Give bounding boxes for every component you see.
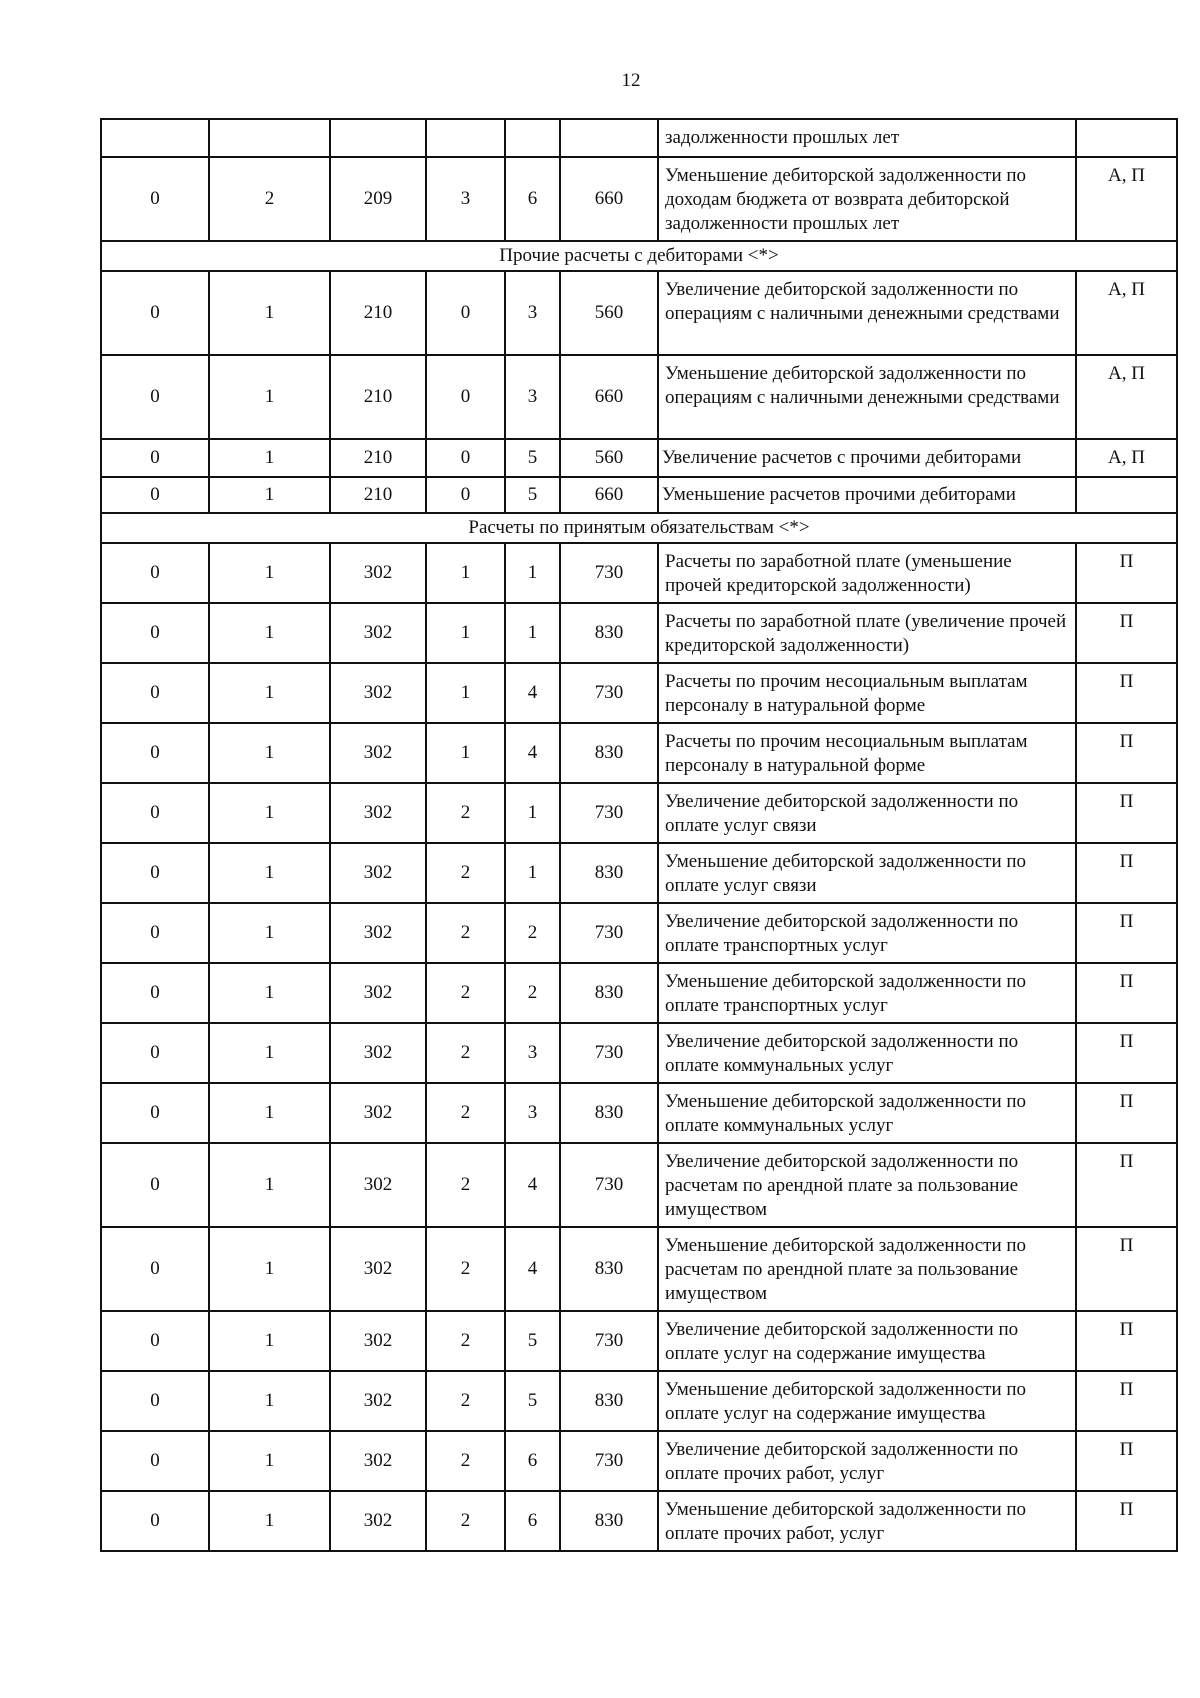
operation-code-cell: 730 (560, 783, 658, 843)
code-cell-1: 0 (101, 355, 209, 439)
section-title: Расчеты по принятым обязательствам <*> (101, 513, 1177, 543)
flag-cell: П (1076, 1227, 1177, 1311)
code-cell-1: 0 (101, 1371, 209, 1431)
code-cell-5: 4 (505, 723, 560, 783)
flag-cell: П (1076, 1023, 1177, 1083)
code-cell-4: 2 (426, 1143, 505, 1227)
code-cell-5: 1 (505, 843, 560, 903)
description-cell: Увеличение дебиторской задолженности по оплате услуг связи (658, 783, 1076, 843)
code-cell-4: 1 (426, 543, 505, 603)
description-cell: Уменьшение расчетов прочими дебиторами (658, 477, 1076, 513)
code-cell-5: 6 (505, 157, 560, 241)
code-cell-1: 0 (101, 1083, 209, 1143)
account-cell (330, 119, 426, 157)
code-cell-1: 0 (101, 603, 209, 663)
operation-code-cell: 560 (560, 271, 658, 355)
account-cell: 302 (330, 903, 426, 963)
table-row (101, 1431, 1177, 1491)
code-cell-5: 4 (505, 1227, 560, 1311)
table-row (101, 119, 1177, 157)
account-cell: 210 (330, 271, 426, 355)
description-cell: задолженности прошлых лет (658, 119, 1076, 157)
operation-code-cell: 830 (560, 1083, 658, 1143)
flag-cell: А, П (1076, 271, 1177, 355)
table-row (101, 1311, 1177, 1371)
page-number: 12 (621, 70, 641, 91)
flag-cell: П (1076, 1371, 1177, 1431)
description-cell: Уменьшение дебиторской задолженности по операциям с наличными денежными средствами (658, 355, 1076, 439)
code-cell-4: 0 (426, 439, 505, 477)
flag-cell: П (1076, 1143, 1177, 1227)
code-cell-1: 0 (101, 1227, 209, 1311)
code-cell-4: 2 (426, 1227, 505, 1311)
table-row (101, 355, 1177, 439)
description-cell: Расчеты по заработной плате (уменьшение прочей кредиторской задолженности) (658, 543, 1076, 603)
operation-code-cell: 730 (560, 903, 658, 963)
table-row (101, 963, 1177, 1023)
operation-code-cell: 830 (560, 1491, 658, 1551)
code-cell-4: 1 (426, 723, 505, 783)
code-cell-1: 0 (101, 1143, 209, 1227)
code-cell-4: 2 (426, 1311, 505, 1371)
account-cell: 302 (330, 543, 426, 603)
code-cell-1: 0 (101, 663, 209, 723)
code-cell-1: 0 (101, 843, 209, 903)
account-cell: 302 (330, 783, 426, 843)
section-header-row (101, 241, 1177, 271)
code-cell-4: 2 (426, 843, 505, 903)
code-cell-2: 1 (209, 1023, 330, 1083)
account-cell: 209 (330, 157, 426, 241)
operation-code-cell (560, 119, 658, 157)
code-cell-2: 1 (209, 843, 330, 903)
code-cell-2: 1 (209, 1083, 330, 1143)
operation-code-cell: 830 (560, 723, 658, 783)
code-cell-1: 0 (101, 903, 209, 963)
operation-code-cell: 830 (560, 843, 658, 903)
code-cell-5: 3 (505, 1023, 560, 1083)
code-cell-2: 1 (209, 963, 330, 1023)
code-cell-1: 0 (101, 1023, 209, 1083)
description-cell: Расчеты по прочим несоциальным выплатам персоналу в натуральной форме (658, 723, 1076, 783)
code-cell-5: 4 (505, 1143, 560, 1227)
code-cell-4: 2 (426, 1371, 505, 1431)
flag-cell: А, П (1076, 355, 1177, 439)
code-cell-2: 1 (209, 543, 330, 603)
code-cell-1: 0 (101, 723, 209, 783)
code-cell-2: 1 (209, 1371, 330, 1431)
code-cell-1: 0 (101, 157, 209, 241)
code-cell-4: 1 (426, 663, 505, 723)
code-cell-2: 1 (209, 783, 330, 843)
description-cell: Расчеты по прочим несоциальным выплатам персоналу в натуральной форме (658, 663, 1076, 723)
table-row (101, 663, 1177, 723)
code-cell-4: 2 (426, 1023, 505, 1083)
account-cell: 302 (330, 843, 426, 903)
flag-cell: П (1076, 1083, 1177, 1143)
code-cell-4 (426, 119, 505, 157)
table-row (101, 783, 1177, 843)
flag-cell: П (1076, 1311, 1177, 1371)
flag-cell: П (1076, 543, 1177, 603)
description-cell: Увеличение дебиторской задолженности по операциям с наличными денежными средствами (658, 271, 1076, 355)
table-row (101, 1227, 1177, 1311)
operation-code-cell: 730 (560, 1431, 658, 1491)
section-header-row (101, 513, 1177, 543)
table-row (101, 1143, 1177, 1227)
account-cell: 302 (330, 1083, 426, 1143)
code-cell-5: 5 (505, 439, 560, 477)
code-cell-4: 2 (426, 1083, 505, 1143)
description-cell: Увеличение дебиторской задолженности по оплате прочих работ, услуг (658, 1431, 1076, 1491)
description-cell: Увеличение дебиторской задолженности по оплате коммунальных услуг (658, 1023, 1076, 1083)
flag-cell (1076, 119, 1177, 157)
flag-cell: А, П (1076, 439, 1177, 477)
table-row (101, 157, 1177, 241)
code-cell-2: 1 (209, 663, 330, 723)
account-cell: 302 (330, 963, 426, 1023)
code-cell-5: 2 (505, 963, 560, 1023)
code-cell-5: 6 (505, 1431, 560, 1491)
flag-cell (1076, 477, 1177, 513)
code-cell-2: 1 (209, 355, 330, 439)
code-cell-5: 2 (505, 903, 560, 963)
description-cell: Уменьшение дебиторской задолженности по расчетам по арендной плате за пользование имуществом (658, 1227, 1076, 1311)
code-cell-2: 1 (209, 1431, 330, 1491)
code-cell-4: 0 (426, 477, 505, 513)
code-cell-1: 0 (101, 1431, 209, 1491)
table-row (101, 477, 1177, 513)
operation-code-cell: 560 (560, 439, 658, 477)
operation-code-cell: 730 (560, 1023, 658, 1083)
code-cell-2 (209, 119, 330, 157)
code-cell-4: 2 (426, 1431, 505, 1491)
description-cell: Увеличение расчетов с прочими дебиторами (658, 439, 1076, 477)
account-cell: 302 (330, 1491, 426, 1551)
code-cell-5: 3 (505, 1083, 560, 1143)
description-cell: Уменьшение дебиторской задолженности по оплате услуг на содержание имущества (658, 1371, 1076, 1431)
code-cell-2: 1 (209, 1491, 330, 1551)
code-cell-2: 1 (209, 271, 330, 355)
account-cell: 302 (330, 1431, 426, 1491)
code-cell-4: 3 (426, 157, 505, 241)
code-cell-2: 2 (209, 157, 330, 241)
code-cell-1: 0 (101, 439, 209, 477)
account-cell: 210 (330, 355, 426, 439)
account-cell: 210 (330, 439, 426, 477)
account-cell: 302 (330, 1023, 426, 1083)
table-row (101, 843, 1177, 903)
description-cell: Уменьшение дебиторской задолженности по оплате услуг связи (658, 843, 1076, 903)
code-cell-4: 2 (426, 1491, 505, 1551)
operation-code-cell: 660 (560, 477, 658, 513)
code-cell-1: 0 (101, 271, 209, 355)
code-cell-2: 1 (209, 723, 330, 783)
table-row (101, 603, 1177, 663)
account-cell: 302 (330, 1227, 426, 1311)
code-cell-5: 5 (505, 1371, 560, 1431)
operation-code-cell: 660 (560, 157, 658, 241)
code-cell-2: 1 (209, 903, 330, 963)
code-cell-2: 1 (209, 603, 330, 663)
description-cell: Уменьшение дебиторской задолженности по оплате коммунальных услуг (658, 1083, 1076, 1143)
account-cell: 210 (330, 477, 426, 513)
section-title: Прочие расчеты с дебиторами <*> (101, 241, 1177, 271)
operation-code-cell: 830 (560, 1227, 658, 1311)
code-cell-4: 1 (426, 603, 505, 663)
operation-code-cell: 830 (560, 603, 658, 663)
code-cell-5: 1 (505, 783, 560, 843)
table-row (101, 1023, 1177, 1083)
table-row (101, 1083, 1177, 1143)
code-cell-1: 0 (101, 1491, 209, 1551)
code-cell-5: 1 (505, 543, 560, 603)
operation-code-cell: 730 (560, 663, 658, 723)
code-cell-1: 0 (101, 1311, 209, 1371)
code-cell-5: 5 (505, 477, 560, 513)
code-cell-2: 1 (209, 439, 330, 477)
code-cell-4: 0 (426, 355, 505, 439)
flag-cell: П (1076, 783, 1177, 843)
table-row (101, 439, 1177, 477)
code-cell-1 (101, 119, 209, 157)
operation-code-cell: 830 (560, 963, 658, 1023)
table-row (101, 1491, 1177, 1551)
flag-cell: А, П (1076, 157, 1177, 241)
code-cell-1: 0 (101, 783, 209, 843)
account-cell: 302 (330, 1371, 426, 1431)
description-cell: Уменьшение дебиторской задолженности по доходам бюджета от возврата дебиторской задолженности прошлых лет (658, 157, 1076, 241)
operation-code-cell: 830 (560, 1371, 658, 1431)
code-cell-4: 2 (426, 783, 505, 843)
code-cell-1: 0 (101, 963, 209, 1023)
table-row (101, 543, 1177, 603)
flag-cell: П (1076, 903, 1177, 963)
code-cell-4: 0 (426, 271, 505, 355)
account-cell: 302 (330, 1311, 426, 1371)
flag-cell: П (1076, 1491, 1177, 1551)
code-cell-5: 5 (505, 1311, 560, 1371)
table-row (101, 271, 1177, 355)
description-cell: Увеличение дебиторской задолженности по расчетам по арендной плате за пользование имуществом (658, 1143, 1076, 1227)
code-cell-4: 2 (426, 963, 505, 1023)
operation-code-cell: 730 (560, 1143, 658, 1227)
flag-cell: П (1076, 723, 1177, 783)
code-cell-2: 1 (209, 1143, 330, 1227)
code-cell-1: 0 (101, 477, 209, 513)
table-row (101, 1371, 1177, 1431)
code-cell-2: 1 (209, 1227, 330, 1311)
flag-cell: П (1076, 963, 1177, 1023)
description-cell: Увеличение дебиторской задолженности по оплате услуг на содержание имущества (658, 1311, 1076, 1371)
account-cell: 302 (330, 1143, 426, 1227)
flag-cell: П (1076, 843, 1177, 903)
code-cell-2: 1 (209, 477, 330, 513)
description-cell: Увеличение дебиторской задолженности по оплате транспортных услуг (658, 903, 1076, 963)
accounts-table (100, 118, 1178, 1552)
code-cell-2: 1 (209, 1311, 330, 1371)
flag-cell: П (1076, 603, 1177, 663)
code-cell-5: 3 (505, 355, 560, 439)
operation-code-cell: 730 (560, 543, 658, 603)
code-cell-5: 1 (505, 603, 560, 663)
flag-cell: П (1076, 663, 1177, 723)
description-cell: Расчеты по заработной плате (увеличение прочей кредиторской задолженности) (658, 603, 1076, 663)
description-cell: Уменьшение дебиторской задолженности по оплате транспортных услуг (658, 963, 1076, 1023)
code-cell-5: 6 (505, 1491, 560, 1551)
code-cell-5: 3 (505, 271, 560, 355)
account-cell: 302 (330, 723, 426, 783)
table-row (101, 723, 1177, 783)
operation-code-cell: 660 (560, 355, 658, 439)
table-row (101, 903, 1177, 963)
account-cell: 302 (330, 663, 426, 723)
code-cell-4: 2 (426, 903, 505, 963)
flag-cell: П (1076, 1431, 1177, 1491)
code-cell-5 (505, 119, 560, 157)
code-cell-5: 4 (505, 663, 560, 723)
code-cell-1: 0 (101, 543, 209, 603)
description-cell: Уменьшение дебиторской задолженности по оплате прочих работ, услуг (658, 1491, 1076, 1551)
operation-code-cell: 730 (560, 1311, 658, 1371)
account-cell: 302 (330, 603, 426, 663)
